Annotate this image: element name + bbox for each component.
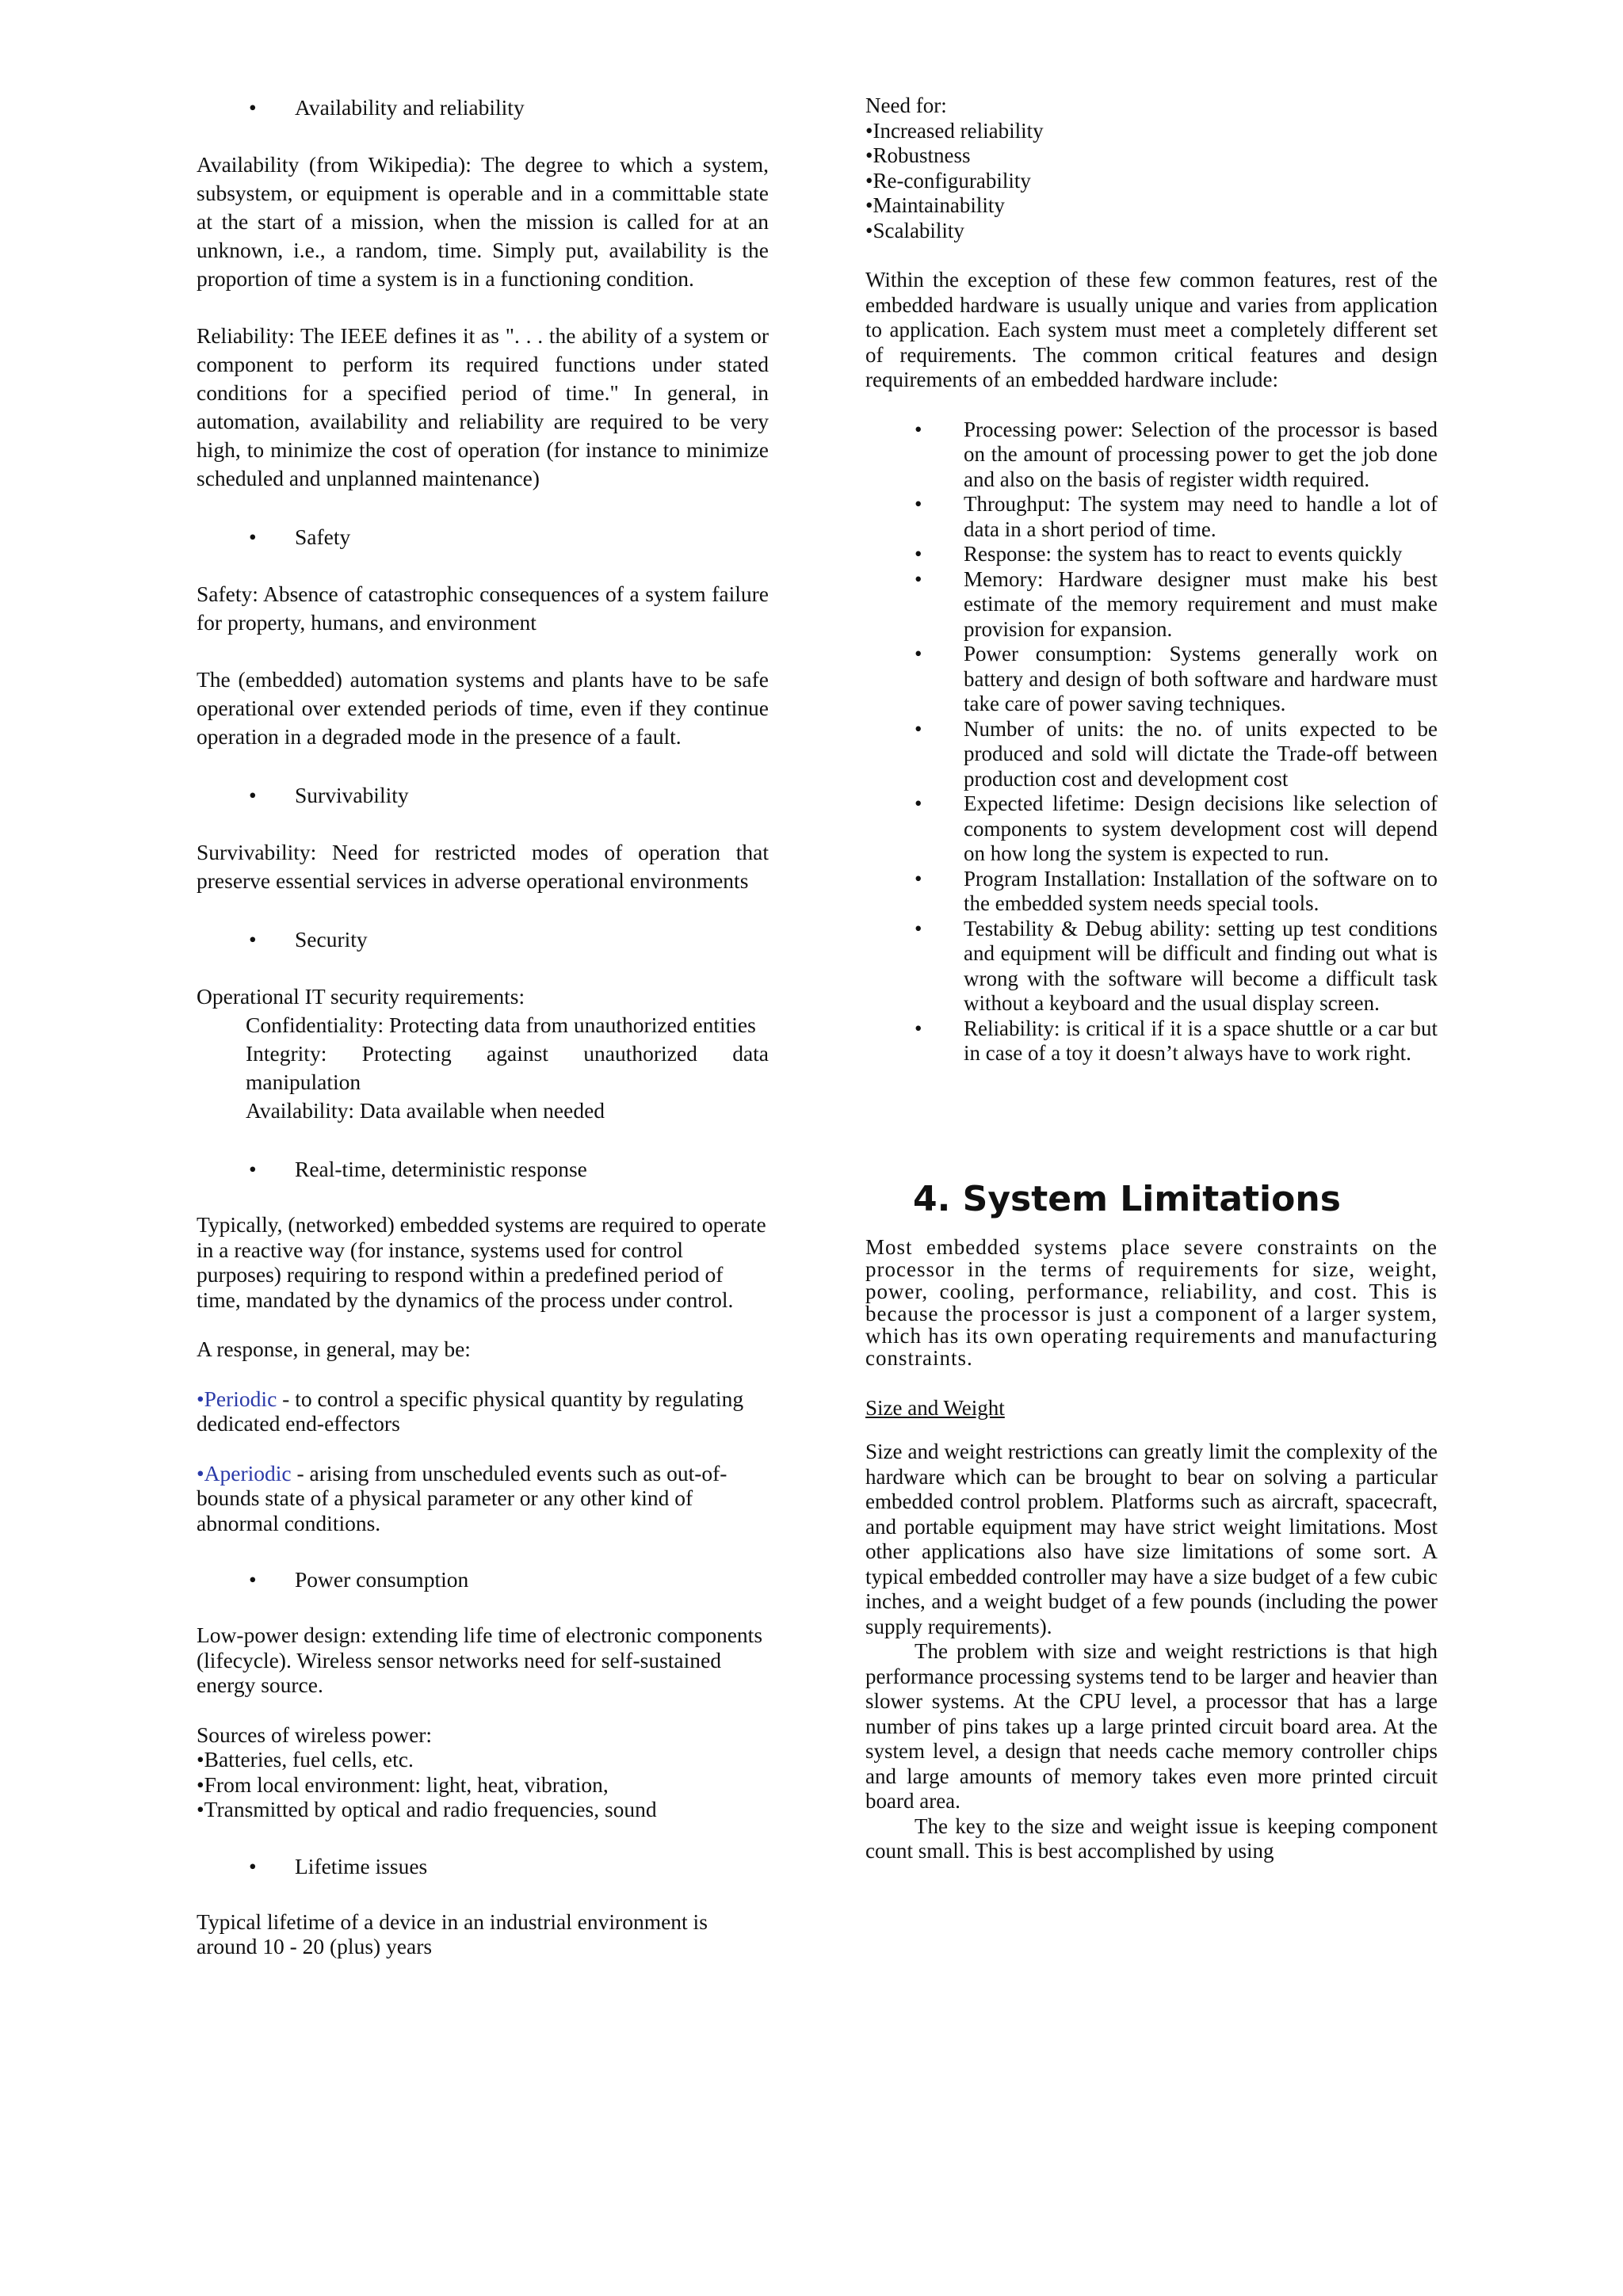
security-confidentiality: Confidentiality: Protecting data from unauthorized entities <box>246 1013 756 1037</box>
size-weight-key-paragraph: The key to the size and weight issue is keeping component count small. This is best accomplished by using <box>865 1814 1438 1863</box>
bullet-availability: • Availability and reliability <box>197 93 769 122</box>
lifetime-paragraph: Typical lifetime of a device in an industrial environment is around 10 - 20 (plus) years <box>197 1909 708 1958</box>
bullet-power: • Power consumption <box>197 1566 769 1594</box>
wireless-power-item: •From local environment: light, heat, vibration, <box>197 1772 609 1797</box>
feature-item: • Expected lifetime: Design decisions like selection of components to system development cost will depend on how long the system is expected to run. <box>865 791 1438 867</box>
feature-list <box>865 418 1438 1066</box>
aperiodic-item: •Aperiodic - arising from unscheduled events such as out-of-bounds state of a physical parameter or any other kind of abnormal conditions. <box>197 1460 727 1535</box>
hardware-paragraph: Within the exception of these few common features, rest of the embedded hardware is usually unique and varies from application to application. Each system must meet a completely different set of requirements. The common critical features and design requirements of an embedded hardware include: <box>865 268 1438 391</box>
size-weight-paragraph: Size and weight restrictions can greatly limit the complexity of the hardware which can be brought to bear on solving a particular embedded control problem. Platforms such as aircraft, spacecraft, and portable equipment may have strict weight limitations. Most other applications also have size limitations of some sort. A typical embedded controller may have a size budget of a few cubic inches, and a weight budget of a few pounds (including the power supply requirements). <box>865 1440 1438 1638</box>
bullet-security: • Security <box>197 925 769 954</box>
bullet-real-time: • Real-time, deterministic response <box>197 1155 769 1184</box>
feature-item: • Memory: Hardware designer must make his best estimate of the memory requirement and must make provision for expansion. <box>865 567 1438 643</box>
right-column <box>865 93 1438 1864</box>
aperiodic-label: •Aperiodic <box>197 1460 292 1486</box>
section-heading: 4. System Limitations <box>913 1178 1341 1219</box>
feature-item: • Processing power: Selection of the processor is based on the amount of processing power to get the job done and also on the basis of register width required. <box>865 418 1438 493</box>
size-weight-subheading: Size and Weight <box>865 1395 1005 1420</box>
need-item: •Increased reliability <box>865 118 1044 143</box>
feature-item: • Number of units: the no. of units expected to be produced and sold will dictate the Trade-off between production cost and development cost <box>865 717 1438 792</box>
feature-item: • Reliability: is critical if it is a space shuttle or a car but in case of a toy it doesn’t always have to work right. <box>865 1016 1438 1066</box>
need-for-title: Need for: <box>865 93 947 117</box>
low-power-paragraph: Low-power design: extending life time of electronic components (lifecycle). Wireless sensor networks need for self-sustained energy source. <box>197 1623 763 1697</box>
left-column <box>197 93 769 1959</box>
limitations-paragraph: Most embedded systems place severe constraints on the processor in the terms of requirements for size, weight, power, cooling, performance, reliability, and cost. This is because the processor is just a component of a larger system, which has its own operating requirements and manufacturing constraints. <box>865 1234 1438 1370</box>
size-weight-problem-paragraph: The problem with size and weight restrictions is that high performance processing systems tend to be larger and heavier than slower systems. At the CPU level, a processor that has a large number of pins takes up a large printed circuit board area. At the system level, a design that needs cache memory controller chips and large amounts of memory takes even more printed circuit board area. <box>865 1639 1438 1813</box>
feature-item: • Testability & Debug ability: setting up test conditions and equipment will be difficult and finding out what is wrong with the software will become a difficult task without a keyboard and the usual display screen. <box>865 917 1438 1016</box>
wireless-power-item: •Transmitted by optical and radio frequencies, sound <box>197 1797 657 1821</box>
survivability-paragraph: Survivability: Need for restricted modes of operation that preserve essential services in adverse operational environments <box>197 840 769 893</box>
bullet-safety: • Safety <box>197 523 769 551</box>
wireless-power-title: Sources of wireless power: <box>197 1722 433 1747</box>
reliability-paragraph: Reliability: The IEEE defines it as ". . . the ability of a system or component to perform its required functions under stated conditions for a specified period of time." In general, in automation, availability and reliability are required to be very high, to minimize the cost of operation (for instance to minimize scheduled and unplanned maintenance) <box>197 323 769 490</box>
response-intro: A response, in general, may be: <box>197 1337 471 1361</box>
feature-item: • Power consumption: Systems generally work on battery and design of both software and hardware must take care of power saving techniques. <box>865 642 1438 717</box>
need-item: •Maintainability <box>865 193 1005 217</box>
periodic-label: •Periodic <box>197 1386 277 1411</box>
bullet-survivability: • Survivability <box>197 781 769 810</box>
feature-item: • Throughput: The system may need to handle a lot of data in a short period of time. <box>865 492 1438 542</box>
availability-paragraph: Availability (from Wikipedia): The degree to which a system, subsystem, or equipment is operable and in a committable state at the start of a mission, when the mission is called for at an unknown, i.e., a random, time. Simply put, availability is the proportion of time a system is in a functioning condition. <box>197 152 769 291</box>
periodic-item: •Periodic - to control a specific physical quantity by regulating dedicated end-effectors <box>197 1386 744 1436</box>
real-time-paragraph: Typically, (networked) embedded systems are required to operate in a reactive way (for instance, systems used for control purposes) requiring to respond within a predefined period of time, mandated by the dynamics of the process under control. <box>197 1212 766 1312</box>
need-item: •Scalability <box>865 218 964 242</box>
feature-item: • Program Installation: Installation of the software on to the embedded system needs special tools. <box>865 867 1438 917</box>
security-integrity: Integrity: Protecting against unauthorized data manipulation <box>246 1041 769 1094</box>
security-intro: Operational IT security requirements: <box>197 984 525 1009</box>
wireless-power-item: •Batteries, fuel cells, etc. <box>197 1747 414 1772</box>
bullet-lifetime: • Lifetime issues <box>197 1852 769 1881</box>
security-availability: Availability: Data available when needed <box>246 1098 605 1123</box>
feature-item: • Response: the system has to react to events quickly <box>865 542 1438 567</box>
need-item: •Re-configurability <box>865 168 1031 193</box>
need-item: •Robustness <box>865 143 971 167</box>
safety-paragraph: Safety: Absence of catastrophic consequences of a system failure for property, humans, and environment <box>197 582 769 635</box>
automation-safety-paragraph: The (embedded) automation systems and plants have to be safe operational over extended periods of time, even if they continue operation in a degraded mode in the presence of a fault. <box>197 667 769 749</box>
